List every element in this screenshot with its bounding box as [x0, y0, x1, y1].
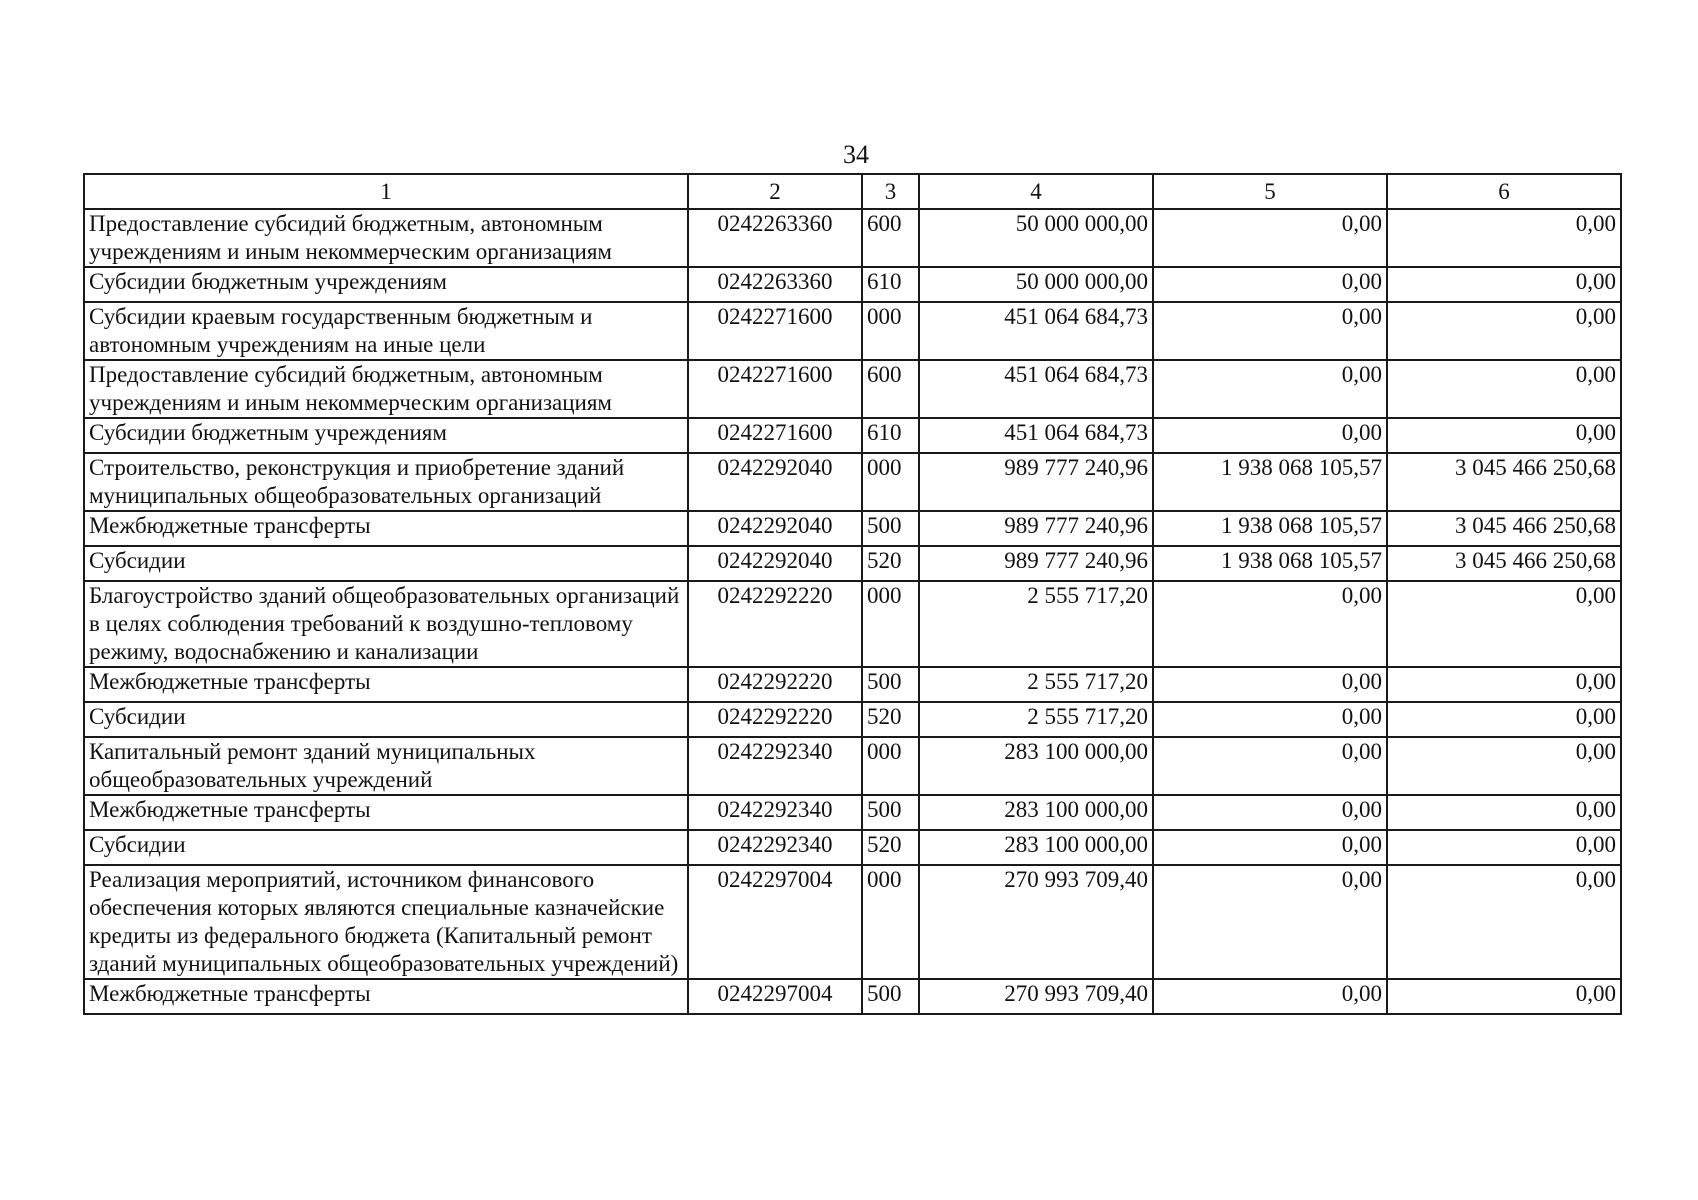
table-row — [84, 302, 1621, 360]
row-value-5: 0,00 — [1153, 795, 1387, 830]
table-row — [84, 546, 1621, 581]
row-type: 600 — [862, 209, 919, 267]
row-value-6: 3 045 466 250,68 — [1387, 453, 1621, 511]
row-type: 520 — [862, 830, 919, 865]
budget-table — [83, 173, 1622, 1015]
row-name: Предоставление субсидий бюджетным, автономным учреждениям и иным некоммерческим организациям — [84, 209, 688, 267]
row-value-4: 451 064 684,73 — [919, 418, 1153, 453]
table-row — [84, 737, 1621, 795]
row-code: 0242292040 — [688, 511, 862, 546]
row-value-5: 0,00 — [1153, 209, 1387, 267]
row-type: 600 — [862, 360, 919, 418]
row-name: Субсидии краевым государственным бюджетным и автономным учреждениям на иные цели — [84, 302, 688, 360]
row-value-6: 0,00 — [1387, 830, 1621, 865]
row-value-6: 0,00 — [1387, 360, 1621, 418]
row-type: 520 — [862, 546, 919, 581]
row-value-6: 0,00 — [1387, 795, 1621, 830]
row-code: 0242292040 — [688, 453, 862, 511]
row-code: 0242292040 — [688, 546, 862, 581]
row-name: Межбюджетные трансферты — [84, 511, 688, 546]
row-value-6: 0,00 — [1387, 737, 1621, 795]
column-header-1: 1 — [84, 174, 688, 209]
row-type: 520 — [862, 702, 919, 737]
row-type: 610 — [862, 267, 919, 302]
row-value-5: 0,00 — [1153, 865, 1387, 979]
row-value-5: 0,00 — [1153, 979, 1387, 1014]
row-name: Межбюджетные трансферты — [84, 667, 688, 702]
row-name: Реализация мероприятий, источником финансового обеспечения которых являются специальные казначейские кредиты из федерального бюджета (Капитальный ремонт зданий муниципальных общеобразовательных учреждений) — [84, 865, 688, 979]
row-value-4: 2 555 717,20 — [919, 702, 1153, 737]
row-code: 0242292220 — [688, 667, 862, 702]
page-number: 34 — [843, 140, 869, 169]
table-row — [84, 865, 1621, 979]
row-type: 000 — [862, 453, 919, 511]
table-row — [84, 511, 1621, 546]
row-value-5: 0,00 — [1153, 830, 1387, 865]
row-value-4: 2 555 717,20 — [919, 581, 1153, 667]
table-row — [84, 795, 1621, 830]
row-name: Благоустройство зданий общеобразовательных организаций в целях соблюдения требований к воздушно-тепловому режиму, водоснабжению и канализации — [84, 581, 688, 667]
table-body — [84, 209, 1621, 1014]
column-header-3: 3 — [862, 174, 919, 209]
row-name: Межбюджетные трансферты — [84, 979, 688, 1014]
table-row — [84, 667, 1621, 702]
row-value-4: 2 555 717,20 — [919, 667, 1153, 702]
column-header-6: 6 — [1387, 174, 1621, 209]
row-value-6: 0,00 — [1387, 581, 1621, 667]
row-name: Субсидии — [84, 546, 688, 581]
row-value-4: 989 777 240,96 — [919, 511, 1153, 546]
row-type: 000 — [862, 865, 919, 979]
row-name: Субсидии — [84, 702, 688, 737]
row-value-5: 0,00 — [1153, 267, 1387, 302]
row-type: 000 — [862, 302, 919, 360]
row-value-5: 1 938 068 105,57 — [1153, 546, 1387, 581]
table-row — [84, 267, 1621, 302]
row-value-4: 283 100 000,00 — [919, 830, 1153, 865]
row-value-6: 0,00 — [1387, 267, 1621, 302]
column-header-4: 4 — [919, 174, 1153, 209]
row-type: 500 — [862, 511, 919, 546]
row-value-5: 0,00 — [1153, 302, 1387, 360]
row-code: 0242297004 — [688, 979, 862, 1014]
row-type: 000 — [862, 581, 919, 667]
row-name: Капитальный ремонт зданий муниципальных общеобразовательных учреждений — [84, 737, 688, 795]
row-value-4: 270 993 709,40 — [919, 865, 1153, 979]
row-value-6: 0,00 — [1387, 418, 1621, 453]
row-value-4: 283 100 000,00 — [919, 795, 1153, 830]
row-value-6: 0,00 — [1387, 979, 1621, 1014]
row-value-6: 0,00 — [1387, 667, 1621, 702]
row-type: 500 — [862, 795, 919, 830]
table-row — [84, 979, 1621, 1014]
row-name: Межбюджетные трансферты — [84, 795, 688, 830]
column-header-2: 2 — [688, 174, 862, 209]
row-value-6: 3 045 466 250,68 — [1387, 511, 1621, 546]
row-code: 0242292340 — [688, 830, 862, 865]
row-value-5: 0,00 — [1153, 737, 1387, 795]
row-code: 0242263360 — [688, 267, 862, 302]
row-type: 610 — [862, 418, 919, 453]
row-value-4: 989 777 240,96 — [919, 453, 1153, 511]
row-name: Субсидии — [84, 830, 688, 865]
table-row — [84, 209, 1621, 267]
row-code: 0242297004 — [688, 865, 862, 979]
row-value-4: 451 064 684,73 — [919, 360, 1153, 418]
row-value-5: 0,00 — [1153, 581, 1387, 667]
row-type: 000 — [862, 737, 919, 795]
row-value-5: 0,00 — [1153, 418, 1387, 453]
table-row — [84, 702, 1621, 737]
row-code: 0242271600 — [688, 302, 862, 360]
row-type: 500 — [862, 979, 919, 1014]
row-value-5: 0,00 — [1153, 360, 1387, 418]
row-value-6: 0,00 — [1387, 209, 1621, 267]
row-code: 0242271600 — [688, 360, 862, 418]
row-value-5: 1 938 068 105,57 — [1153, 453, 1387, 511]
table-header-row — [84, 174, 1621, 209]
row-name: Субсидии бюджетным учреждениям — [84, 418, 688, 453]
row-value-6: 3 045 466 250,68 — [1387, 546, 1621, 581]
row-value-4: 50 000 000,00 — [919, 267, 1153, 302]
row-value-5: 1 938 068 105,57 — [1153, 511, 1387, 546]
row-code: 0242292340 — [688, 795, 862, 830]
row-value-6: 0,00 — [1387, 302, 1621, 360]
row-code: 0242271600 — [688, 418, 862, 453]
row-value-4: 989 777 240,96 — [919, 546, 1153, 581]
row-value-5: 0,00 — [1153, 702, 1387, 737]
row-code: 0242292340 — [688, 737, 862, 795]
row-code: 0242263360 — [688, 209, 862, 267]
table-row — [84, 581, 1621, 667]
row-value-4: 270 993 709,40 — [919, 979, 1153, 1014]
row-value-4: 283 100 000,00 — [919, 737, 1153, 795]
row-code: 0242292220 — [688, 581, 862, 667]
row-name: Субсидии бюджетным учреждениям — [84, 267, 688, 302]
column-header-5: 5 — [1153, 174, 1387, 209]
row-name: Строительство, реконструкция и приобретение зданий муниципальных общеобразовательных организаций — [84, 453, 688, 511]
table-row — [84, 830, 1621, 865]
row-value-5: 0,00 — [1153, 667, 1387, 702]
row-value-6: 0,00 — [1387, 702, 1621, 737]
row-value-4: 50 000 000,00 — [919, 209, 1153, 267]
row-name: Предоставление субсидий бюджетным, автономным учреждениям и иным некоммерческим организациям — [84, 360, 688, 418]
table-row — [84, 360, 1621, 418]
row-type: 500 — [862, 667, 919, 702]
row-code: 0242292220 — [688, 702, 862, 737]
table-row — [84, 453, 1621, 511]
table-row — [84, 418, 1621, 453]
row-value-6: 0,00 — [1387, 865, 1621, 979]
row-value-4: 451 064 684,73 — [919, 302, 1153, 360]
